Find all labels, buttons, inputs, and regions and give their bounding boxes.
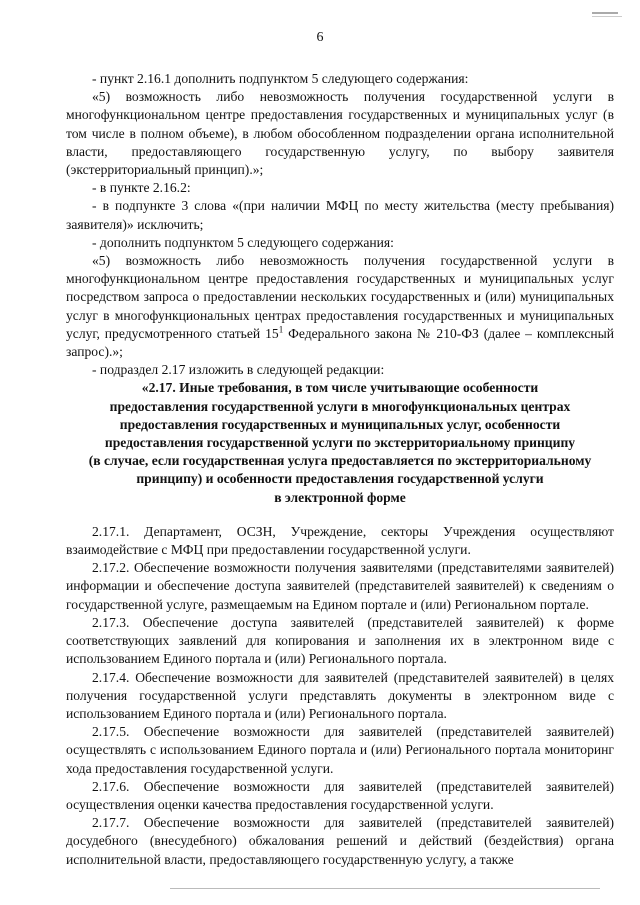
paragraph: 2.17.5. Обеспечение возможности для заявителей (представителей заявителей) осуществлять с использованием Единого портала и (или) Регионального портала мониторинг хода предоставления государственной услуги. xyxy=(66,724,614,776)
paragraph: 2.17.6. Обеспечение возможности для заявителей (представителей заявителей) осуществления оценки качества предоставления государственной услуги. xyxy=(66,778,614,812)
heading-line: (в случае, если государственная услуга предоставляется по экстерриториальному xyxy=(88,453,592,469)
paragraph: - дополнить подпунктом 5 следующего содержания: xyxy=(92,234,394,250)
page-number: 6 xyxy=(316,30,324,45)
superscript: 1 xyxy=(278,324,284,335)
document-body xyxy=(66,70,614,869)
heading-line: в электронной форме xyxy=(274,489,406,505)
scan-mark xyxy=(592,16,622,17)
paragraph-complex-request xyxy=(66,252,614,361)
paragraph: - пункт 2.16.1 дополнить подпунктом 5 следующего содержания: xyxy=(92,71,469,86)
paragraph: 2.17.3. Обеспечение доступа заявителей (представителей заявителей) к форме соответствующих заявлений для копирования и заполнения их в электронном виде с использованием Единого портала и (или) Регионального портала. xyxy=(66,614,614,667)
paragraph-text: «5) возможность либо невозможность получения государственной услуги в многофункциональном центре предоставления государственных и муниципальных услуг посредством запроса о предоставлении нескольких государственных и (или) муниципальных услуг в многофункциональных центрах предоставления государственных и муниципальных услуг, предусмотренного статьей 15 xyxy=(66,253,614,341)
scan-edge-line xyxy=(170,888,600,889)
paragraph: 2.17.4. Обеспечение возможности для заявителей (представителей заявителей) в целях получения государственной услуги представлять документы в электронном виде с использованием Единого портала и (или) Регионального портала. xyxy=(66,669,614,721)
paragraph: «5) возможность либо невозможность получения государственной услуги в многофункциональном центре предоставления государственных и муниципальных услуг (в том числе в полном объеме), в любом обособленном подразделении органа исполнительной власти, предоставляющего государственную услугу, по выбору заявителя (экстерриториальный принцип).»; xyxy=(66,89,614,178)
paragraph: 2.17.1. Департамент, ОСЗН, Учреждение, секторы Учреждения осуществляют взаимодействие с МФЦ при предоставлении государственной услуги. xyxy=(66,523,614,558)
heading-line: предоставления государственных и муниципальных услуг, особенности xyxy=(119,416,561,432)
paragraph-text: Федерального закона № 210-ФЗ (далее – комплексный запрос).»; xyxy=(66,325,614,360)
spacer xyxy=(66,507,614,523)
paragraph: 2.17.2. Обеспечение возможности получения заявителями (представителями заявителей) информации и обеспечение доступа заявителей (представителей заявителей) к сведениям о государственной услуге, размещаемым на Едином портале и (или) Региональном портале. xyxy=(66,560,614,612)
paragraph: - в пункте 2.16.2: xyxy=(92,180,191,196)
heading-line: предоставления государственной услуги в многофункциональных центрах xyxy=(109,398,571,414)
heading-line: «2.17. Иные требования, в том числе учитывающие особенности xyxy=(141,380,539,396)
section-heading xyxy=(66,379,614,506)
heading-line: принципу) и особенности предоставления государственной услуги xyxy=(136,471,544,487)
scan-mark xyxy=(592,12,618,14)
heading-line: предоставления государственной услуги по экстерриториальному принципу xyxy=(104,435,576,451)
paragraph: 2.17.7. Обеспечение возможности для заявителей (представителей заявителей) досудебного (внесудебного) обжалования решений и действий (бездействия) органа исполнительной власти, предоставляющего государственную услугу, а также xyxy=(66,815,614,867)
paragraph: - в подпункте 3 слова «(при наличии МФЦ по месту жительства (месту пребывания) заявителя)» исключить; xyxy=(66,198,614,232)
paragraph: - подраздел 2.17 изложить в следующей редакции: xyxy=(92,362,385,378)
